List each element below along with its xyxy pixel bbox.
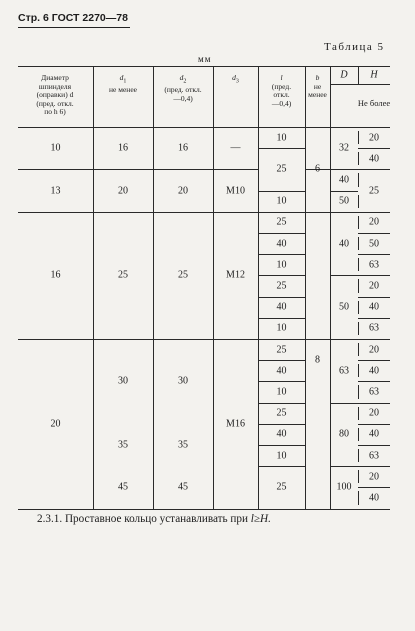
D-rule-6 bbox=[330, 466, 358, 467]
column-rule-7-head bbox=[358, 66, 359, 84]
group-rule-3-2 bbox=[213, 339, 258, 340]
l-1: 25 bbox=[276, 163, 287, 175]
H-12: 20 bbox=[369, 407, 379, 419]
H-rule-6 bbox=[358, 297, 390, 298]
H-rule-8 bbox=[358, 339, 390, 340]
group-rule-1-2 bbox=[93, 339, 153, 340]
l-rule-6 bbox=[258, 297, 305, 298]
d3-2: M12 bbox=[226, 269, 245, 281]
l-6: 25 bbox=[276, 280, 287, 292]
column-rule-4 bbox=[258, 66, 259, 509]
D-1: 40 bbox=[339, 174, 349, 186]
b-1: 8 bbox=[315, 354, 320, 366]
group-rule-4-2 bbox=[305, 339, 330, 340]
column-rule-2 bbox=[153, 66, 154, 509]
group-rule-3-1 bbox=[213, 212, 258, 213]
l-rule-11 bbox=[258, 403, 305, 404]
column-rule-7-row-17 bbox=[358, 491, 359, 504]
H-rule-13 bbox=[358, 445, 390, 446]
b-0: 6 bbox=[315, 163, 320, 175]
l-14: 10 bbox=[276, 450, 287, 462]
column-rule-7-row-0 bbox=[358, 131, 359, 144]
column-rule-1 bbox=[93, 66, 94, 509]
column-rule-7-row-5 bbox=[358, 237, 359, 250]
spindle-d-2: 16 bbox=[50, 269, 61, 281]
column-rule-7-row-16 bbox=[358, 470, 359, 483]
H-13: 40 bbox=[369, 428, 379, 440]
table-title: Таблица 5 bbox=[324, 41, 385, 53]
column-rule-7-row-8 bbox=[358, 301, 359, 314]
H-rule-5 bbox=[358, 275, 390, 276]
l-rule-7 bbox=[258, 318, 305, 319]
group-rule-2-0 bbox=[153, 169, 213, 170]
column-rule-7-row-15 bbox=[358, 449, 359, 462]
H-rule-4 bbox=[358, 254, 390, 255]
H-0: 20 bbox=[369, 132, 379, 144]
d3-3: M16 bbox=[226, 418, 245, 430]
H-rule-11 bbox=[358, 403, 390, 404]
D-6: 80 bbox=[339, 428, 349, 440]
l-rule-0 bbox=[258, 148, 305, 149]
l-2: 10 bbox=[276, 195, 287, 207]
D-7: 100 bbox=[336, 481, 352, 493]
column-rule-7-row-11 bbox=[358, 364, 359, 377]
H-8: 63 bbox=[369, 322, 379, 334]
H-9: 20 bbox=[369, 344, 379, 356]
group-rule-2-1 bbox=[153, 212, 213, 213]
l-3: 25 bbox=[276, 216, 287, 228]
note-formula: l≥H. bbox=[250, 513, 271, 525]
H-7: 40 bbox=[369, 301, 379, 313]
column-rule-7-row-2 bbox=[358, 173, 359, 186]
column-rule-7-row-3 bbox=[358, 195, 359, 208]
group-rule-0-0 bbox=[18, 169, 93, 170]
d2-1: 20 bbox=[178, 185, 188, 197]
D-3: 40 bbox=[339, 238, 349, 250]
D-0: 32 bbox=[339, 142, 349, 154]
header-l: l (пред. откл. —0,4) bbox=[271, 73, 292, 108]
l-13: 40 bbox=[276, 428, 287, 440]
d3-1: M10 bbox=[226, 185, 245, 197]
D-rule-2 bbox=[330, 212, 358, 213]
H-rule-7 bbox=[358, 318, 390, 319]
l-rule-4 bbox=[258, 254, 305, 255]
column-rule-3 bbox=[213, 66, 214, 509]
H-1: 40 bbox=[369, 153, 379, 165]
header-d-h-rule bbox=[330, 84, 390, 85]
d2-4: 35 bbox=[178, 439, 188, 451]
page-number: Стр. 6 bbox=[18, 12, 49, 24]
group-rule-0-2 bbox=[18, 339, 93, 340]
H-6: 20 bbox=[369, 280, 379, 292]
column-rule-7-row-6 bbox=[358, 258, 359, 271]
spindle-d-3: 20 bbox=[50, 418, 61, 430]
header-d3: $d_3$ bbox=[232, 73, 239, 85]
H-rule-14 bbox=[358, 466, 390, 467]
H-14: 63 bbox=[369, 450, 379, 462]
d1-3: 30 bbox=[118, 375, 128, 387]
H-rule-0 bbox=[358, 148, 390, 149]
header-D: D bbox=[340, 69, 348, 81]
d3-0: — bbox=[230, 142, 241, 154]
group-rule-1-1 bbox=[93, 212, 153, 213]
H-11: 63 bbox=[369, 386, 379, 398]
column-rule-7-row-1 bbox=[358, 152, 359, 165]
d2-0: 16 bbox=[178, 142, 188, 154]
H-rule-2 bbox=[358, 212, 390, 213]
header-H: H bbox=[370, 69, 378, 81]
l-rule-1 bbox=[258, 191, 305, 192]
H-rule-12 bbox=[358, 424, 390, 425]
column-rule-7-row-12 bbox=[358, 385, 359, 398]
header-not-more: Не более bbox=[357, 98, 391, 108]
l-0: 10 bbox=[276, 132, 287, 144]
l-15: 25 bbox=[276, 481, 287, 493]
D-5: 63 bbox=[339, 365, 349, 377]
header-b: b не менее bbox=[308, 73, 327, 100]
units-label: мм bbox=[198, 54, 212, 64]
table-top-rule bbox=[18, 66, 390, 67]
H-10: 40 bbox=[369, 365, 379, 377]
l-rule-5 bbox=[258, 275, 305, 276]
d1-0: 16 bbox=[118, 142, 128, 154]
D-rule-3 bbox=[330, 275, 358, 276]
spindle-d-1: 13 bbox=[50, 185, 61, 197]
spindle-d-0: 10 bbox=[50, 142, 61, 154]
header-spindle-d: Диаметр шпинделя (оправки) d (пред. откл. по h 6) bbox=[36, 73, 74, 117]
l-rule-9 bbox=[258, 360, 305, 361]
column-rule-7-row-14 bbox=[358, 428, 359, 441]
H-16: 40 bbox=[369, 492, 379, 504]
l-10: 40 bbox=[276, 365, 287, 377]
b-rule-0 bbox=[305, 212, 330, 213]
standard-number: ГОСТ 2270—78 bbox=[51, 12, 128, 24]
column-rule-7-row-4 bbox=[358, 216, 359, 229]
page-header-text bbox=[18, 12, 128, 24]
l-11: 10 bbox=[276, 386, 287, 398]
note-2-3-1 bbox=[37, 513, 271, 525]
H-3: 20 bbox=[369, 216, 379, 228]
D-rule-0 bbox=[330, 169, 358, 170]
H-5: 63 bbox=[369, 259, 379, 271]
H-2: 25 bbox=[369, 185, 379, 197]
D-rule-5 bbox=[330, 403, 358, 404]
d2-2: 25 bbox=[178, 269, 188, 281]
H-4: 50 bbox=[369, 238, 379, 250]
D-4: 50 bbox=[339, 301, 349, 313]
l-rule-2 bbox=[258, 212, 305, 213]
group-rule-3-0 bbox=[213, 169, 258, 170]
group-rule-0-1 bbox=[18, 212, 93, 213]
l-7: 40 bbox=[276, 301, 287, 313]
H-rule-10 bbox=[358, 381, 390, 382]
d2-3: 30 bbox=[178, 375, 188, 387]
header-rule bbox=[18, 27, 130, 28]
d1-4: 35 bbox=[118, 439, 128, 451]
group-rule-2-2 bbox=[153, 339, 213, 340]
D-2: 50 bbox=[339, 195, 349, 207]
H-rule-1 bbox=[358, 169, 390, 170]
group-rule-1-0 bbox=[93, 169, 153, 170]
column-rule-7-row-7 bbox=[358, 279, 359, 292]
H-rule-9 bbox=[358, 360, 390, 361]
l-rule-3 bbox=[258, 233, 305, 234]
header-d1: $d_1$ не менее bbox=[109, 73, 137, 95]
note-text: 2.3.1. Проставное кольцо устанавливать при bbox=[37, 513, 251, 525]
H-rule-15 bbox=[358, 487, 390, 488]
header-d2: $d_2$ (пред. откл. —0,4) bbox=[164, 73, 202, 103]
H-rule-3 bbox=[358, 233, 390, 234]
l-rule-10 bbox=[258, 381, 305, 382]
l-rule-13 bbox=[258, 445, 305, 446]
l-rule-14 bbox=[258, 466, 305, 467]
column-rule-7-row-13 bbox=[358, 407, 359, 420]
l-12: 25 bbox=[276, 407, 287, 419]
l-5: 10 bbox=[276, 259, 287, 271]
D-rule-1 bbox=[330, 191, 358, 192]
l-rule-8 bbox=[258, 339, 305, 340]
column-rule-5 bbox=[305, 66, 306, 509]
l-4: 40 bbox=[276, 238, 287, 250]
column-rule-6 bbox=[330, 66, 331, 509]
header-bottom-rule bbox=[18, 127, 390, 128]
d1-1: 20 bbox=[118, 185, 128, 197]
l-8: 10 bbox=[276, 322, 287, 334]
table-bottom-rule bbox=[18, 509, 390, 510]
d1-2: 25 bbox=[118, 269, 128, 281]
D-rule-4 bbox=[330, 339, 358, 340]
d1-5: 45 bbox=[118, 481, 128, 493]
H-15: 20 bbox=[369, 471, 379, 483]
l-9: 25 bbox=[276, 344, 287, 356]
column-rule-7-row-9 bbox=[358, 322, 359, 335]
l-rule-12 bbox=[258, 424, 305, 425]
d2-5: 45 bbox=[178, 481, 188, 493]
column-rule-7-row-10 bbox=[358, 343, 359, 356]
